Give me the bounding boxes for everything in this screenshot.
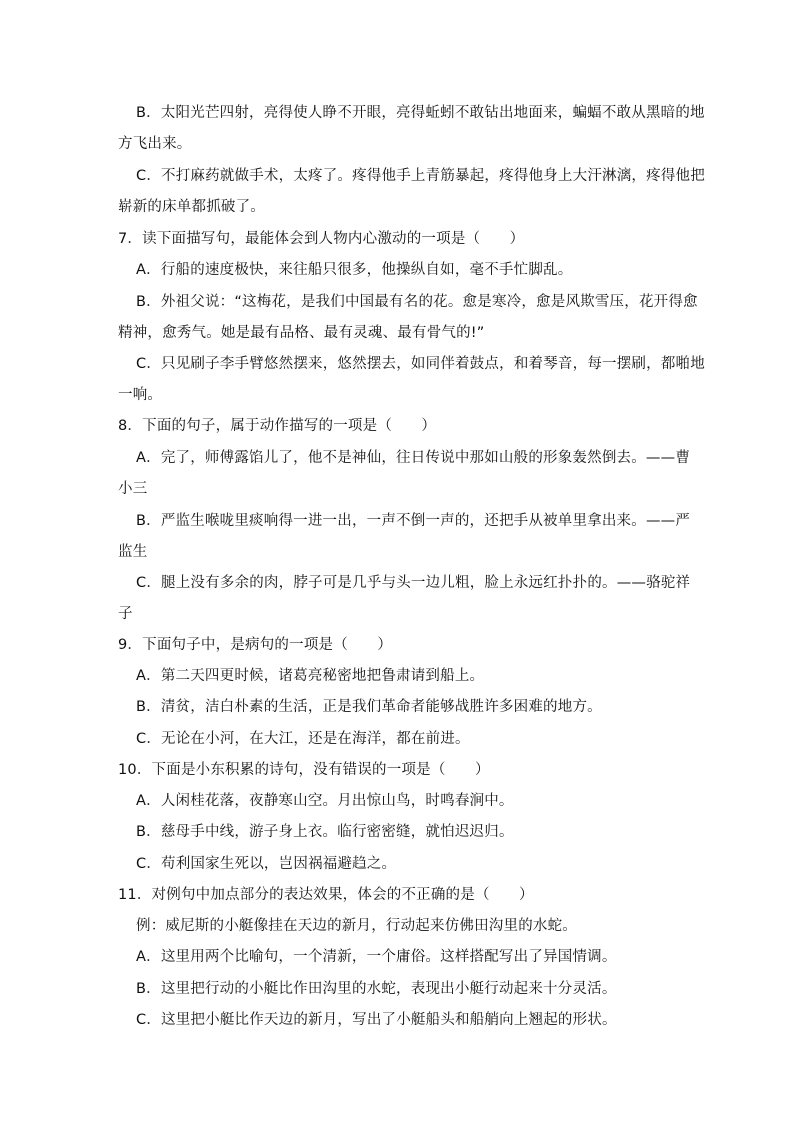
q8-option-c-line1: C．腿上没有多余的肉，脖子可是几乎与头一边儿粗，脸上永远红扑扑的。——骆驼祥	[136, 575, 691, 591]
q8-option-b-line1: B．严监生喉咙里痰响得一进一出，一声不倒一声的，还把手从被单里拿出来。——严	[136, 513, 691, 529]
q6-option-c-line2: 崭新的床单都抓破了。	[118, 199, 265, 215]
q7-option-b-line1: B．外祖父说：“这梅花，是我们中国最有名的花。愈是寒冷，愈是风欺雪压，花开得愈	[136, 294, 698, 310]
q11-option-b: B．这里把行动的小艇比作田沟里的水蛇，表现出小艇行动起来十分灵活。	[136, 981, 617, 997]
q8-option-c-line2: 子	[118, 606, 133, 622]
q7-option-b-line2: 精神，愈秀气。她是最有品格、最有灵魂、最有骨气的!”	[118, 325, 485, 341]
q11-option-c: C．这里把小艇比作天边的新月，写出了小艇船头和船艄向上翘起的形状。	[136, 1012, 617, 1028]
q9-option-a: A．第二天四更时候，诸葛亮秘密地把鲁肃请到船上。	[136, 668, 485, 684]
q10-option-b: B．慈母手中线，游子身上衣。临行密密缝，就怕迟迟归。	[136, 824, 514, 840]
q7-option-c-line2: 一响。	[118, 387, 163, 403]
q8-option-a-line2: 小三	[118, 481, 148, 497]
q11-option-a: A．这里用两个比喻句，一个清新，一个庸俗。这样搭配写出了异国情调。	[136, 949, 617, 965]
q10-stem: 10．下面是小东积累的诗句，没有错误的一项是（ ）	[118, 762, 490, 778]
q8-option-a-line1: A．完了，师傅露馅儿了，他不是神仙，往日传说中那如山般的形象轰然倒去。——曹	[136, 450, 691, 466]
q7-option-c-line1: C．只见刷子李手臂悠然摆来，悠然摆去，如同伴着鼓点，和着琴音，每一摆刷，都啪地	[136, 356, 705, 372]
q10-option-a: A．人闲桂花落，夜静寒山空。月出惊山鸟，时鸣春涧中。	[136, 793, 514, 809]
q6-option-c-line1: C．不打麻药就做手术，太疼了。疼得他手上青筋暴起，疼得他身上大汗淋漓，疼得他把	[136, 168, 705, 184]
q11-stem: 11．对例句中加点部分的表达效果，体会的不正确的是（ ）	[118, 887, 534, 903]
q7-stem: 7．读下面描写句，最能体会到人物内心激动的一项是（ ）	[118, 231, 525, 247]
q6-option-b-line1: B．太阳光芒四射，亮得使人睁不开眼，亮得蚯蚓不敢钻出地面来，蝙蝠不敢从黑暗的地	[136, 105, 705, 121]
q9-option-b: B．清贫，洁白朴素的生活，正是我们革命者能够战胜许多困难的地方。	[136, 699, 602, 715]
q8-stem: 8．下面的句子，属于动作描写的一项是（ ）	[118, 418, 437, 434]
q11-example: 例：威尼斯的小艇像挂在天边的新月，行动起来仿佛田沟里的水蛇。	[136, 918, 577, 934]
q6-option-b-line2: 方飞出来。	[118, 136, 192, 152]
q7-option-a: A．行船的速度极快，来往船只很多，他操纵自如，毫不手忙脚乱。	[136, 262, 573, 278]
q8-option-b-line2: 监生	[118, 544, 148, 560]
q9-option-c: C．无论在小河，在大江，还是在海洋，都在前进。	[136, 731, 470, 747]
q10-option-c: C．苟利国家生死以，岂因祸福避趋之。	[136, 856, 397, 872]
q9-stem: 9．下面句子中，是病句的一项是（ ）	[118, 637, 393, 653]
